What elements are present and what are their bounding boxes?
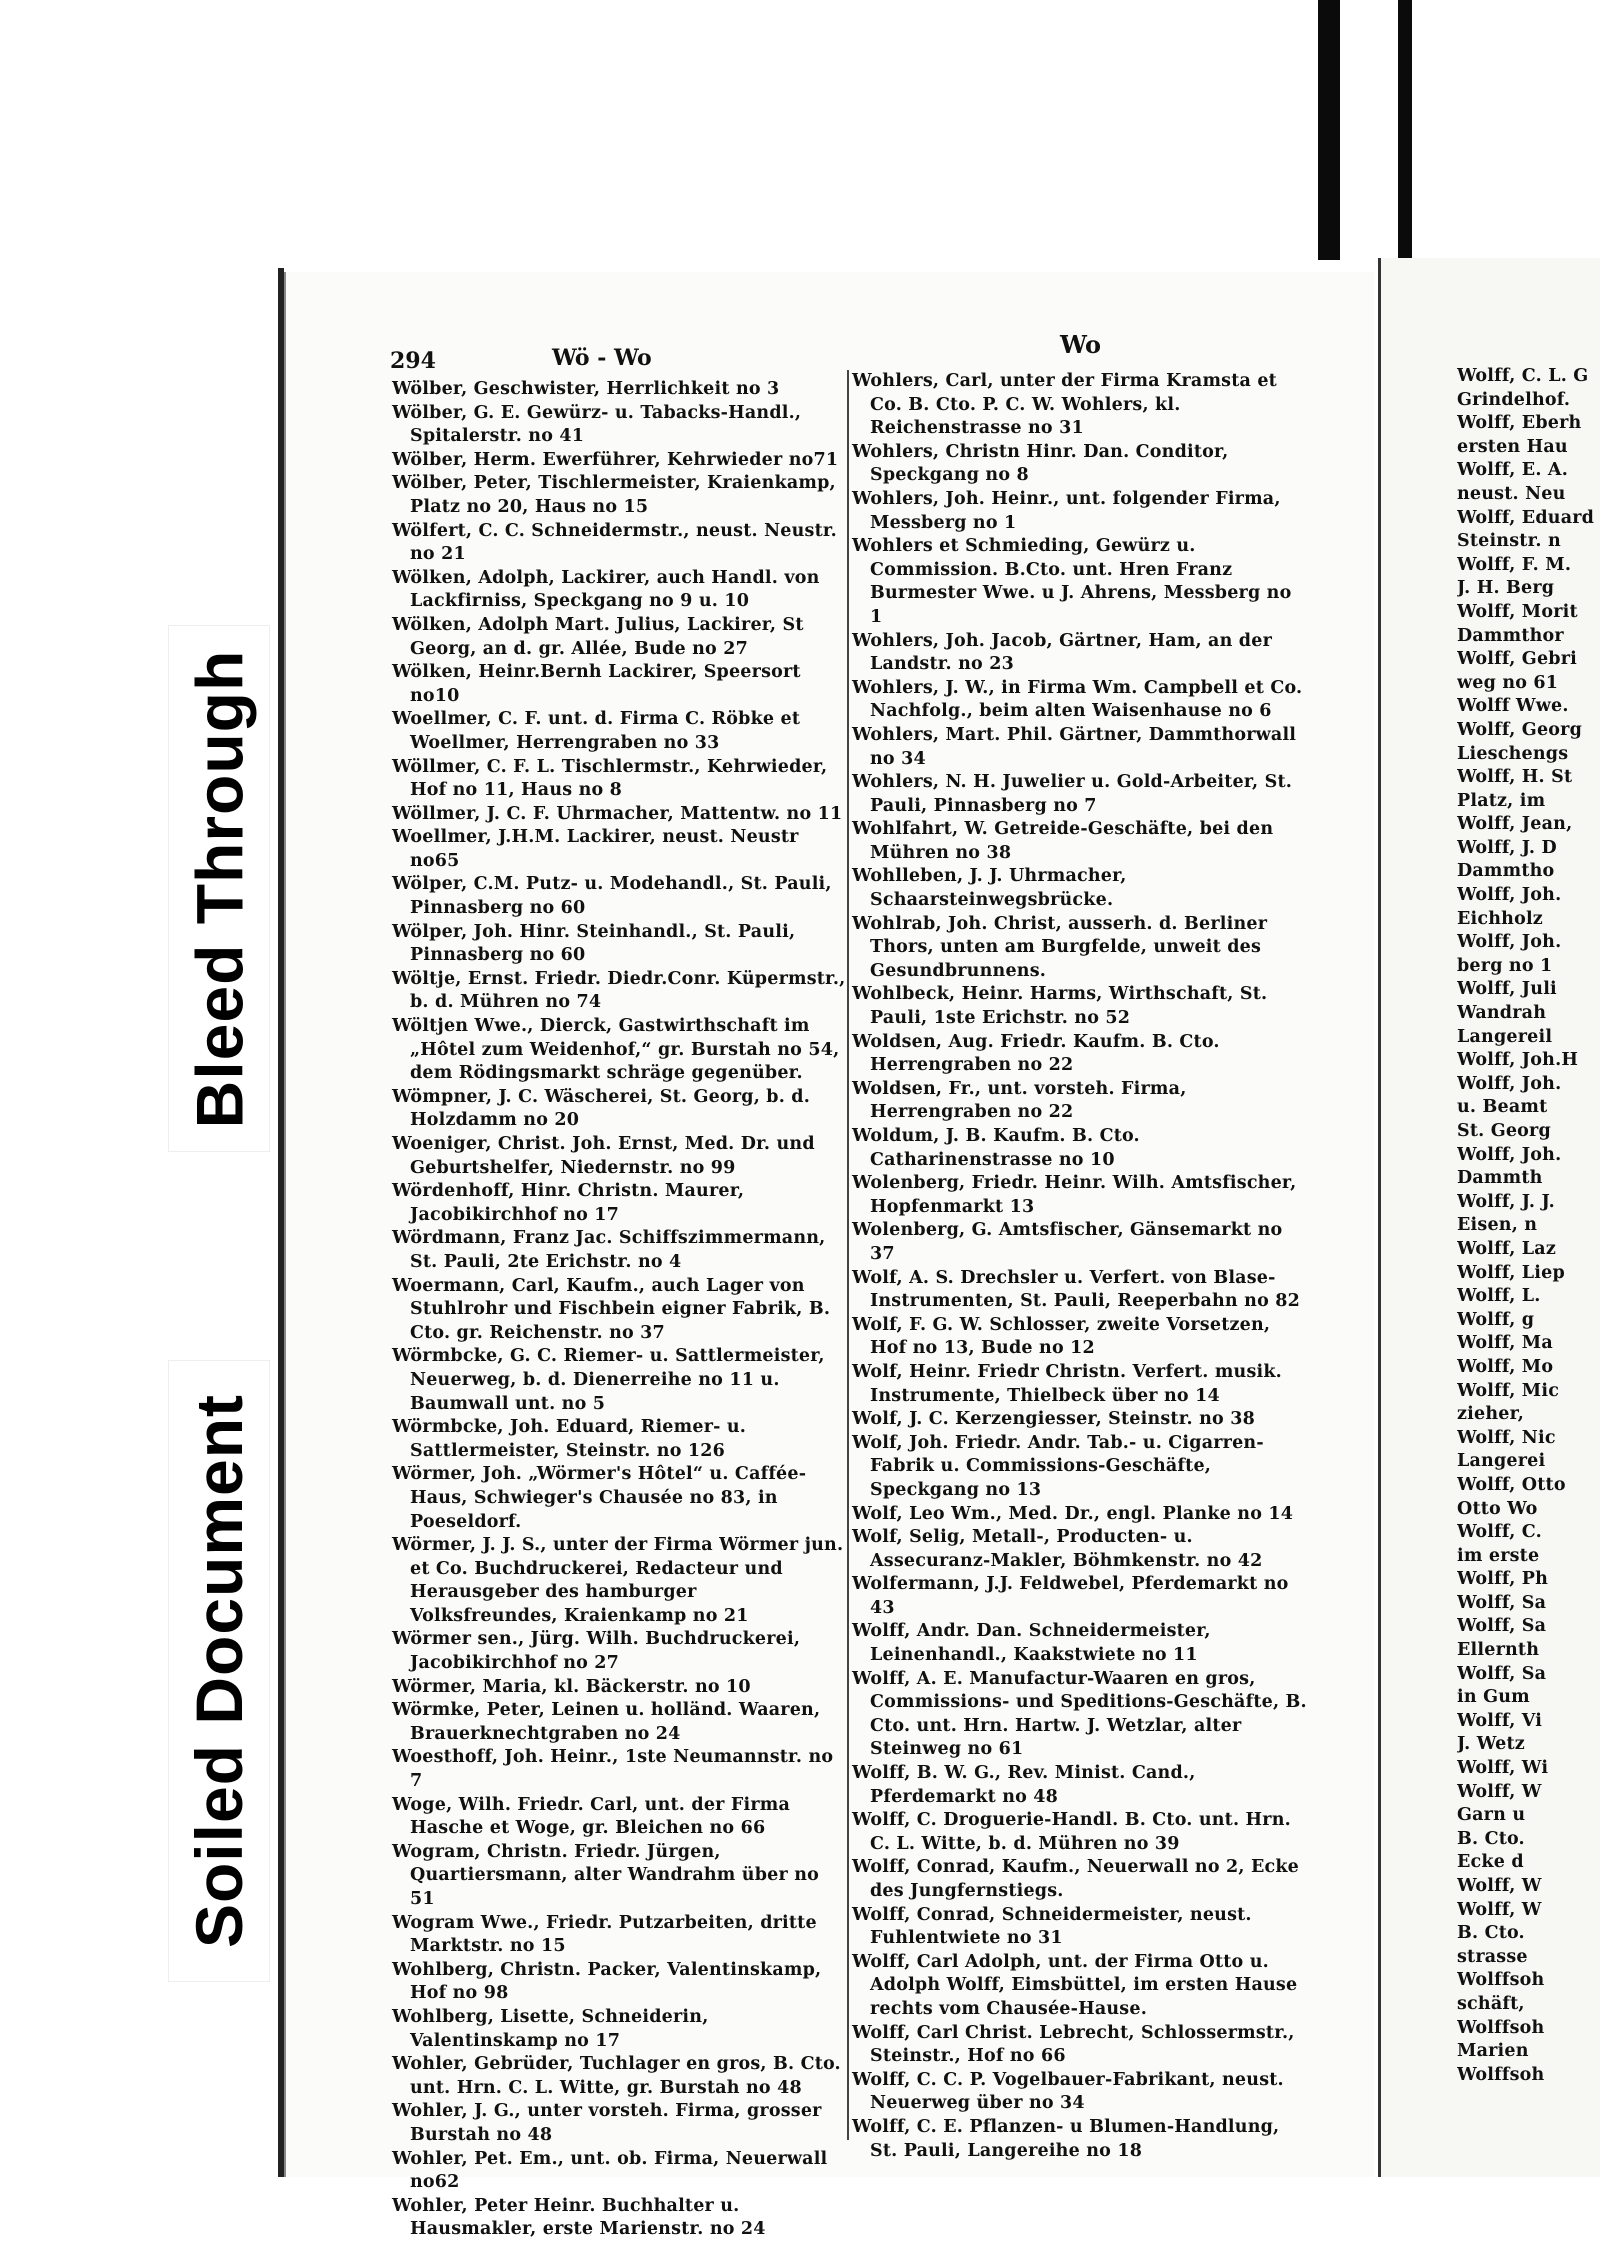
entry: Wolf, A. S. Drechsler u. Verfert. von Blase-Instrumenten, St. Pauli, Reeperbahn no 82 xyxy=(852,1267,1300,1312)
entry: Wölber, Peter, Tischlermeister, Kraienkamp, Platz no 20, Haus no 15 xyxy=(392,473,836,517)
entry: Wolff, Wi xyxy=(1457,1758,1549,1779)
entry: Woermann, Carl, Kaufm., auch Lager von Stuhlrohr und Fischbein eigner Fabrik, B. Cto. gr. Reichenstr. no 37 xyxy=(392,1275,831,1343)
entry: Wohlers, Christn Hinr. Dan. Conditor, Speckgang no 8 xyxy=(852,441,1229,486)
entry: Woeniger, Christ. Joh. Ernst, Med. Dr. und Geburtshelfer, Niedernstr. no 99 xyxy=(392,1134,815,1178)
entry: Lieschengs xyxy=(1457,743,1569,764)
entry: Marien xyxy=(1457,2041,1529,2062)
entry: Wördmann, Franz Jac. Schiffszimmermann, St. Pauli, 2te Erichstr. no 4 xyxy=(392,1228,826,1272)
left-column xyxy=(392,378,850,2242)
entry: Wolff, Joh. xyxy=(1457,885,1562,906)
entry: Wohlbeck, Heinr. Harms, Wirthschaft, St. Pauli, 1ste Erichstr. no 52 xyxy=(852,984,1268,1029)
entry: Woldsen, Aug. Friedr. Kaufm. B. Cto. Herrengraben no 22 xyxy=(852,1031,1220,1076)
entry: zieher, xyxy=(1457,1404,1525,1425)
entry: Wolff, Mo xyxy=(1457,1356,1554,1377)
entry: Wohlers, Joh. Jacob, Gärtner, Ham, an der Landstr. no 23 xyxy=(852,630,1272,675)
entry: Otto Wo xyxy=(1457,1498,1538,1519)
entry: Wolff, Otto xyxy=(1457,1474,1566,1495)
entry: Woldum, J. B. Kaufm. B. Cto. Catharinenstrasse no 10 xyxy=(852,1126,1140,1170)
entry: Wolff, Morit xyxy=(1457,601,1578,622)
entry: Wohler, J. G., unter vorsteh. Firma, grosser Burstah no 48 xyxy=(392,2101,822,2145)
entry: Wolff, Georg xyxy=(1457,719,1583,740)
entry: Wolenberg, G. Amtsfischer, Gänsemarkt no 37 xyxy=(852,1220,1283,1264)
entry: Wohlfahrt, W. Getreide-Geschäfte, bei den Mühren no 38 xyxy=(852,819,1274,863)
entry: Wolff, F. M. xyxy=(1457,554,1572,575)
entry: Wolff, Joh. xyxy=(1457,1144,1562,1165)
entry: Wolff, Carl Adolph, unt. der Firma Otto u. Adolph Wolff, Eimsbüttel, im ersten Hause rechts vom Chausée-Hause. xyxy=(852,1951,1298,2019)
entry: Wolff, Andr. Dan. Schneidermeister, Leinenhandl., Kaakstwiete no 11 xyxy=(852,1621,1211,1666)
entry: ersten Hau xyxy=(1457,436,1568,457)
entry: u. Beamt xyxy=(1457,1097,1548,1118)
entry: Wörmer sen., Jürg. Wilh. Buchdruckerei, Jacobikirchhof no 27 xyxy=(392,1629,801,1674)
entry: Wörmer, J. J. S., unter der Firma Wörmer jun. et Co. Buchdruckerei, Redacteur und Herausgeber des hamburger Volksfreundes, Kraienkamp no 21 xyxy=(392,1535,844,1626)
entry: Wohlrab, Joh. Christ, ausserh. d. Berliner Thors, unten am Burgfelde, unweit des Gesundbrunnens. xyxy=(852,913,1268,981)
entry: Wohlers et Schmieding, Gewürz u. Commission. B.Cto. unt. Hren Franz Burmester Wwe. u J. Ahrens, Messberg no 1 xyxy=(852,536,1292,627)
entry: Wolff, Conrad, Schneidermeister, neust. Fuhlentwiete no 31 xyxy=(852,1904,1252,1949)
entry: Wolff, Ma xyxy=(1457,1333,1553,1354)
entry: Wolf, Leo Wm., Med. Dr., engl. Planke no 14 xyxy=(852,1503,1294,1524)
entry: Wörmbcke, Joh. Eduard, Riemer- u. Sattlermeister, Steinstr. no 126 xyxy=(392,1417,747,1461)
entry: Wolff, W xyxy=(1457,1876,1542,1896)
entry: J. H. Berg xyxy=(1457,578,1555,599)
entry: Wohler, Peter Heinr. Buchhalter u. Hausmakler, erste Marienstr. no 24 xyxy=(392,2195,766,2240)
entry: Wolff, Joh.H xyxy=(1457,1050,1579,1071)
entry: Wohlers, J. W., in Firma Wm. Campbell et Co. Nachfolg., beim alten Waisenhause no 6 xyxy=(852,677,1303,722)
entry: Wogram Wwe., Friedr. Putzarbeiten, dritte Marktstr. no 15 xyxy=(392,1912,817,1957)
entry: Wömpner, J. C. Wäscherei, St. Georg, b. d. Holzdamm no 20 xyxy=(392,1086,811,1131)
entry: in Gum xyxy=(1457,1687,1530,1708)
label-soiled-document-text: Soiled Document xyxy=(182,1393,256,1949)
entry: Wolff, Joh. xyxy=(1457,932,1562,953)
entry: Wolff, L. xyxy=(1457,1286,1541,1307)
entry: Wörmer, Joh. „Wörmer's Hôtel“ u. Caffée-Haus, Schwieger's Chausée no 83, in Poeseldorf. xyxy=(392,1464,807,1532)
entry: Wolf, Joh. Friedr. Andr. Tab.- u. Cigarren-Fabrik u. Commissions-Geschäfte, Speckgang no 13 xyxy=(852,1432,1264,1500)
entry: Wolffsoh xyxy=(1457,2064,1545,2085)
entry: Wolff, J. J. xyxy=(1457,1191,1555,1212)
entry: Wolff, Juli xyxy=(1457,979,1557,1000)
entry: Wohlberg, Christn. Packer, Valentinskamp, Hof no 98 xyxy=(392,1959,822,2004)
entry: Wohlers, Mart. Phil. Gärtner, Dammthorwall no 34 xyxy=(852,724,1297,769)
entry: Wolff, Vi xyxy=(1457,1710,1543,1731)
entry: B. Cto. xyxy=(1457,1923,1525,1944)
entry: Grindelhof. xyxy=(1457,389,1571,410)
entry: Woldsen, Fr., unt. vorsteh. Firma, Herrengraben no 22 xyxy=(852,1078,1187,1123)
entry: strasse xyxy=(1457,1946,1528,1967)
entry: Wolf, Heinr. Friedr Christn. Verfert. musik. Instrumente, Thielbeck über no 14 xyxy=(852,1361,1282,1406)
entry: Wolff, Jean, xyxy=(1457,814,1573,835)
entry: Wolff, E. A. xyxy=(1457,460,1568,481)
entry: Wölken, Adolph, Lackirer, auch Handl. von Lackfirniss, Speckgang no 9 u. 10 xyxy=(392,567,820,612)
entry: Platz, im xyxy=(1457,790,1546,811)
entry: Wölfert, C. C. Schneidermstr., neust. Neustr. no 21 xyxy=(392,520,837,565)
entry: Wohlberg, Lisette, Schneiderin, Valentinskamp no 17 xyxy=(392,2006,709,2051)
entry: Wolff, Laz xyxy=(1457,1238,1556,1259)
entry: Wolff, W xyxy=(1457,1781,1542,1802)
entry: Wöltjen Wwe., Dierck, Gastwirthschaft im „Hôtel zum Weidenhof,“ gr. Burstah no 54, dem Rödingsmarkt schräge gegenüber. xyxy=(392,1016,840,1084)
entry: Wolff, A. E. Manufactur-Waaren en gros, Commissions- und Speditions-Geschäfte, B. Cto. unt. Hrn. Hartw. J. Wetzlar, alter Steinweg no 61 xyxy=(852,1668,1307,1760)
page-number: 294 xyxy=(390,348,436,374)
entry: Wolff, C. E. Pflanzen- u Blumen-Handlung, St. Pauli, Langereihe no 18 xyxy=(852,2116,1280,2161)
entry: Wolff, Sa xyxy=(1457,1663,1547,1684)
entry: J. Wetz xyxy=(1457,1734,1525,1755)
entry: Wohlers, Carl, unter der Firma Kramsta et Co. B. Cto. P. C. W. Wohlers, kl. Reichenstrasse no 31 xyxy=(852,371,1277,439)
entry: Ellernth xyxy=(1457,1640,1540,1661)
mid-running-header: Wo xyxy=(1060,330,1102,359)
entry: im erste xyxy=(1457,1545,1540,1566)
entry: Woellmer, J.H.M. Lackirer, neust. Neustr no65 xyxy=(392,827,799,871)
left-running-header: Wö - Wo xyxy=(552,345,652,371)
entry: Wohler, Gebrüder, Tuchlager en gros, B. Cto. unt. Hrn. C. L. Witte, gr. Burstah no 48 xyxy=(392,2054,841,2098)
entry: Wohlleben, J. J. Uhrmacher, Schaarsteinwegsbrücke. xyxy=(852,866,1127,911)
entry: Wolff, C. Droguerie-Handl. B. Cto. unt. Hrn. C. L. Witte, b. d. Mühren no 39 xyxy=(852,1810,1291,1854)
entry: Wolff, C. C. P. Vogelbauer-Fabrikant, neust. Neuerweg über no 34 xyxy=(852,2069,1284,2114)
entry: Wölper, C.M. Putz- u. Modehandl., St. Pauli, Pinnasberg no 60 xyxy=(392,874,832,919)
mid-column xyxy=(852,370,1310,2163)
entry: Wandrah xyxy=(1457,1003,1547,1024)
entry: Wolfermann, J.J. Feldwebel, Pferdemarkt no 43 xyxy=(852,1574,1289,1618)
entry: Wolff, Liep xyxy=(1457,1262,1565,1283)
entry: Wohlers, N. H. Juwelier u. Gold-Arbeiter, St. Pauli, Pinnasberg no 7 xyxy=(852,772,1293,816)
entry: Wolff, Carl Christ. Lebrecht, Schlossermstr., Steinstr., Hof no 66 xyxy=(852,2022,1295,2067)
entry: Wolff, Eberh xyxy=(1457,413,1582,434)
label-soiled-document xyxy=(168,1360,270,1982)
entry: Wörmer, Maria, kl. Bäckerstr. no 10 xyxy=(392,1676,751,1697)
entry: Garn u xyxy=(1457,1805,1526,1826)
right-column-partial xyxy=(1457,365,1600,2087)
entry: Wolf, F. G. W. Schlosser, zweite Vorsetzen, Hof no 13, Bude no 12 xyxy=(852,1314,1271,1359)
entry: Langerei xyxy=(1457,1451,1546,1472)
entry: Wolff, B. W. G., Rev. Minist. Cand., Pferdemarkt no 48 xyxy=(852,1763,1196,1807)
label-bleed-through xyxy=(168,625,270,1152)
entry: Wolffsoh xyxy=(1457,1970,1545,1991)
entry: Wolff Wwe. xyxy=(1457,696,1569,717)
entry: Wolffsoh xyxy=(1457,2017,1545,2038)
entry: Dammtho xyxy=(1457,861,1555,882)
entry: Wöllmer, C. F. L. Tischlermstr., Kehrwieder, Hof no 11, Haus no 8 xyxy=(392,756,828,801)
entry: Wogram, Christn. Friedr. Jürgen, Quartiersmann, alter Wandrahm über no 51 xyxy=(392,1841,819,1909)
entry: Wolff, Eduard xyxy=(1457,507,1595,528)
entry: Wohler, Pet. Em., unt. ob. Firma, Neuerwall no62 xyxy=(392,2148,828,2193)
entry: schäft, xyxy=(1457,1993,1525,2014)
label-bleed-through-text: Bleed Through xyxy=(182,649,256,1128)
entry: Wörmbcke, G. C. Riemer- u. Sattlermeister, Neuerweg, b. d. Dienerreihe no 11 u. Baumwall unt. no 5 xyxy=(392,1346,825,1414)
entry: Wölper, Joh. Hinr. Steinhandl., St. Pauli, Pinnasberg no 60 xyxy=(392,921,796,966)
entry: Wolff, Conrad, Kaufm., Neuerwall no 2, Ecke des Jungfernstiegs. xyxy=(852,1857,1300,1901)
entry: Wolff, Gebri xyxy=(1457,649,1577,670)
entry: Woellmer, C. F. unt. d. Firma C. Röbke et Woellmer, Herrengraben no 33 xyxy=(392,709,801,753)
entry: Wolff, Mic xyxy=(1457,1380,1560,1401)
entry: Wördenhoff, Hinr. Christn. Maurer, Jacobikirchhof no 17 xyxy=(392,1181,745,1225)
entry: berg no 1 xyxy=(1457,955,1553,976)
entry: Wolff, g xyxy=(1457,1309,1535,1330)
entry: Wolff, C. L. G xyxy=(1457,366,1589,386)
entry: Wölken, Heinr.Bernh Lackirer, Speersort no10 xyxy=(392,662,801,706)
entry: St. Georg xyxy=(1457,1121,1551,1141)
entry: weg no 61 xyxy=(1457,672,1559,693)
entry: Wolff, Sa xyxy=(1457,1616,1547,1637)
entry: Wolf, J. C. Kerzengiesser, Steinstr. no 38 xyxy=(852,1409,1255,1430)
entry: Wolff, Joh. xyxy=(1457,1073,1562,1094)
entry: Dammth xyxy=(1457,1168,1543,1189)
entry: Wolf, Selig, Metall-, Producten- u. Assecuranz-Makler, Böhmkenstr. no 42 xyxy=(852,1527,1263,1571)
entry: Wohlers, Joh. Heinr., unt. folgender Firma, Messberg no 1 xyxy=(852,488,1281,533)
entry: Wöltje, Ernst. Friedr. Diedr.Conr. Küpermstr., b. d. Mühren no 74 xyxy=(392,968,846,1013)
entry: Wörmke, Peter, Leinen u. holländ. Waaren, Brauerknechtgraben no 24 xyxy=(392,1700,821,1744)
entry: B. Cto. xyxy=(1457,1828,1525,1849)
entry: Wolenberg, Friedr. Heinr. Wilh. Amtsfischer, Hopfenmarkt 13 xyxy=(852,1173,1297,1217)
entry: Eichholz xyxy=(1457,908,1543,929)
entry: Wolff, Nic xyxy=(1457,1427,1556,1448)
entry: Wölken, Adolph Mart. Julius, Lackirer, St Georg, an d. gr. Allée, Bude no 27 xyxy=(392,614,804,659)
entry: Wolff, J. D xyxy=(1457,837,1557,858)
entry: Wolff, Ph xyxy=(1457,1569,1549,1590)
entry: Dammthor xyxy=(1457,625,1564,646)
entry: Wöllmer, J. C. F. Uhrmacher, Mattentw. no 11 xyxy=(392,803,843,824)
entry: Steinstr. n xyxy=(1457,531,1561,552)
entry: neust. Neu xyxy=(1457,483,1566,504)
entry: Ecke d xyxy=(1457,1852,1524,1873)
entry: Wölber, Herm. Ewerführer, Kehrwieder no71 xyxy=(392,449,839,470)
entry: Wolff, H. St xyxy=(1457,767,1573,788)
entry: Wölber, G. E. Gewürz- u. Tabacks-Handl., Spitalerstr. no 41 xyxy=(392,402,802,447)
entry: Woesthoff, Joh. Heinr., 1ste Neumannstr. no 7 xyxy=(392,1747,834,1792)
entry: Eisen, n xyxy=(1457,1215,1538,1236)
entry: Woge, Wilh. Friedr. Carl, unt. der Firma Hasche et Woge, gr. Bleichen no 66 xyxy=(392,1794,791,1839)
entry: Wolff, C. xyxy=(1457,1522,1542,1543)
entry: Wolff, Sa xyxy=(1457,1592,1547,1613)
entry: Wölber, Geschwister, Herrlichkeit no 3 xyxy=(392,379,780,399)
entry: Wolff, W xyxy=(1457,1899,1542,1920)
scan-edge-top-right xyxy=(1318,0,1340,260)
entry: Langereil xyxy=(1457,1026,1553,1047)
scan-edge-top-far-right xyxy=(1398,0,1412,260)
